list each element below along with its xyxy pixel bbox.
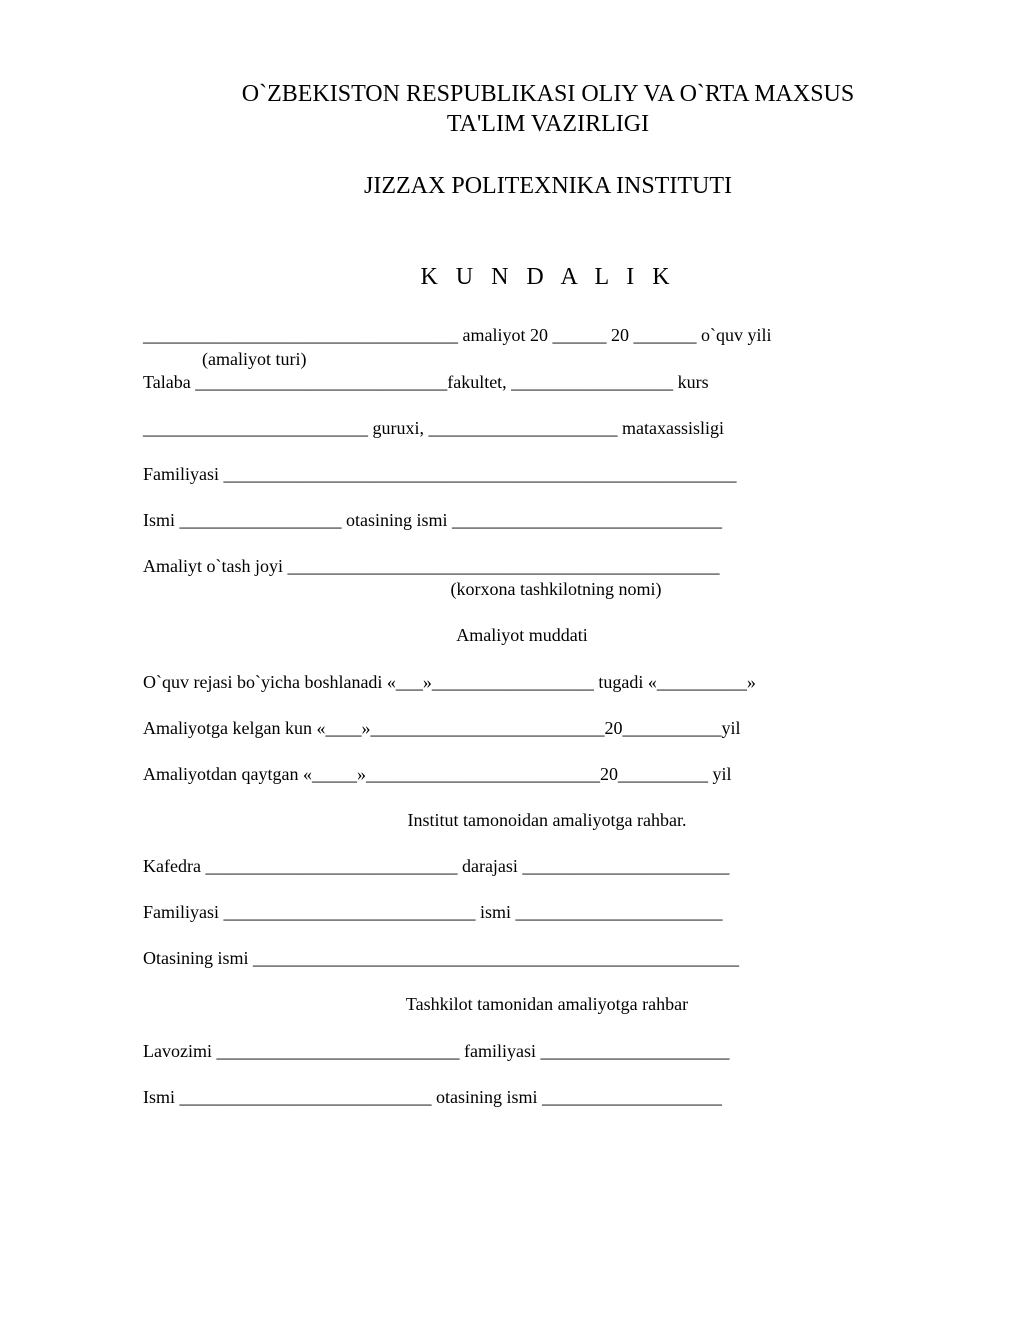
- org-supervisor-name-line: Ismi ____________________________ otasining ismi ____________________: [143, 1087, 723, 1107]
- position-surname-line: Lavozimi ___________________________ familiyasi _____________________: [143, 1041, 730, 1061]
- supervisor-patronymic-line: Otasining ismi ______________________________________________________: [143, 948, 740, 968]
- practice-type-hint: (amaliyot turi): [202, 349, 307, 369]
- practice-duration-heading: Amaliyot muddati: [456, 625, 588, 645]
- student-surname-line: Familiyasi _________________________________________________________: [143, 464, 737, 484]
- institute-name: JIZZAX POLITEXNIKA INSTITUTI: [364, 173, 732, 199]
- study-plan-dates-line: O`quv rejasi bo`yicha boshlanadi «___»__________________ tugadi «__________»: [143, 672, 756, 692]
- practice-place-hint: (korxona tashkilotning nomi): [450, 579, 662, 599]
- practice-year-line: ___________________________________ amaliyot 20 ______ 20 _______ o`quv yili: [143, 325, 772, 345]
- department-degree-line: Kafedra ____________________________ darajasi _______________________: [143, 856, 730, 876]
- student-name-line: Ismi __________________ otasining ismi ______________________________: [143, 510, 723, 530]
- document-title: K U N D A L I K: [420, 264, 676, 290]
- practice-place-line: Amaliyt o`tash joyi ________________________________________________: [143, 556, 720, 576]
- group-specialty-line: _________________________ guruxi, _____________________ mataxassisligi: [143, 418, 724, 438]
- organization-supervisor-heading: Tashkilot tamonidan amaliyotga rahbar: [405, 994, 689, 1014]
- student-faculty-line: Talaba ____________________________fakultet, __________________ kurs: [143, 372, 709, 392]
- ministry-title-line1: O`ZBEKISTON RESPUBLIKASI OLIY VA O`RTA MAXSUS: [241, 81, 855, 107]
- ministry-title-line2: TA'LIM VAZIRLIGI: [446, 111, 650, 137]
- supervisor-surname-line: Familiyasi ____________________________ ismi _______________________: [143, 902, 723, 922]
- arrival-date-line: Amaliyotga kelgan kun «____»__________________________20___________yil: [143, 718, 741, 738]
- departure-date-line: Amaliyotdan qaytgan «_____»__________________________20__________ yil: [143, 764, 732, 784]
- institute-supervisor-heading: Institut tamonoidan amaliyotga rahbar.: [407, 810, 687, 830]
